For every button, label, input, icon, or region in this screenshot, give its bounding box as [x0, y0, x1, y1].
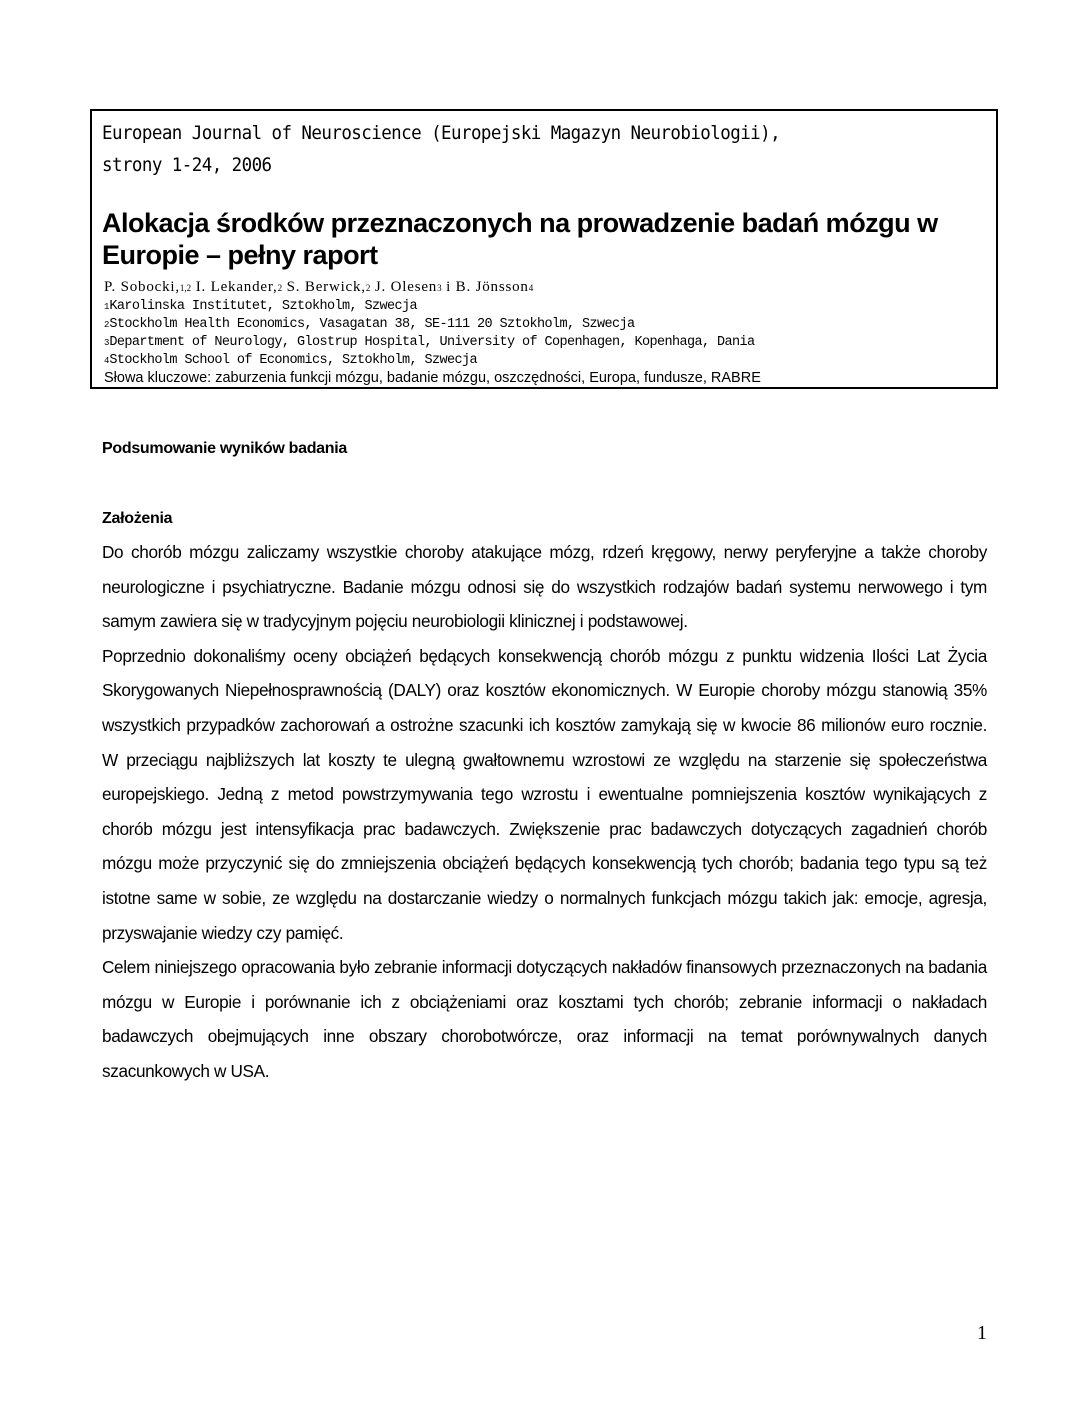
- journal-citation: [102, 117, 912, 181]
- affiliation-text: Stockholm School of Economics, Sztokholm, Szwecja: [109, 353, 477, 368]
- keywords: Słowa kluczowe: zaburzenia funkcji mózgu, badanie mózgu, oszczędności, Europa, fundusze, RABRE: [104, 370, 761, 386]
- author-name: I. Lekander,: [191, 279, 278, 295]
- author-affiliation-mark: 4: [528, 283, 534, 293]
- affiliation-4: [104, 352, 477, 370]
- page-number: 1: [977, 1322, 987, 1344]
- author-list: [104, 278, 533, 297]
- author-name: i B. Jönsson: [441, 279, 529, 295]
- affiliation-number: 4: [104, 356, 110, 366]
- article-title: Alokacja środków przeznaczonych na prowadzenie badań mózgu w Europie – pełny raport: [102, 208, 938, 270]
- author-affiliation-mark: 3: [437, 283, 442, 293]
- journal-citation-line-2: strony 1-24, 2006: [102, 154, 272, 176]
- paragraph: Do chorób mózgu zaliczamy wszystkie choroby atakujące mózg, rdzeń kręgowy, nerwy peryferyjne a także choroby neurologiczne i psychiatryczne. Badanie mózgu odnosi się do wszystkich rodzajów badań systemu nerwowego i tym samym zawiera się w tradycyjnym pojęciu neurobiologii klinicznej i podstawowej.: [102, 542, 987, 632]
- affiliation-text: Department of Neurology, Glostrup Hospital, University of Copenhagen, Kopenhaga, Dania: [109, 335, 755, 350]
- article-header-box: [90, 109, 998, 389]
- section-heading-summary: Podsumowanie wyników badania: [102, 440, 347, 457]
- affiliation-3: [104, 334, 755, 352]
- affiliation-1: [104, 298, 417, 316]
- author-name: S. Berwick,: [282, 279, 366, 295]
- author-affiliation-mark: 2: [277, 283, 283, 293]
- affiliation-number: 1: [104, 302, 110, 312]
- body-text: [102, 535, 987, 1089]
- author-name: P. Sobocki,: [104, 279, 180, 295]
- paragraph: Poprzednio dokonaliśmy oceny obciążeń będących konsekwencją chorób mózgu z punktu widzenia Ilości Lat Życia Skorygowanych Niepełnosprawnością (DALY) oraz kosztów ekonomicznych. W Europie choroby mózgu stanowią 35% wszystkich przypadków zachorowań a ostrożne szacunki ich kosztów zamykają się w kwocie 86 milionów euro rocznie. W przeciągu najbliższych lat koszty te ulegną gwałtownemu wzrostowi ze względu na starzenie się społeczeństwa europejskiego. Jedną z metod powstrzymywania tego wzrostu i ewentualne pomniejszenia kosztów wynikających z chorób mózgu jest intensyfikacja prac badawczych. Zwiększenie prac badawczych dotyczących zagadnień chorób mózgu może przyczynić się do zmniejszenia obciążeń będących konsekwencją tych chorób; badania tego typu są też istotne same w sobie, ze względu na dostarczanie wiedzy o normalnych funkcjach mózgu takich jak: emocje, agresja, przyswajanie wiedzy czy pamięć.: [102, 645, 987, 943]
- affiliation-number: 3: [104, 338, 110, 348]
- author-name: J. Olesen: [370, 279, 438, 295]
- author-affiliation-mark: 1,2: [179, 283, 192, 293]
- affiliation-text: Karolinska Institutet, Sztokholm, Szwecja: [109, 299, 417, 314]
- author-affiliation-mark: 2: [365, 283, 371, 293]
- paragraph: Celem niniejszego opracowania było zebranie informacji dotyczących nakładów finansowych przeznaczonych na badania mózgu w Europie i porównanie ich z obciążeniami oraz kosztami tych chorób; zebranie informacji o nakładach badawczych obejmujących inne obszary chorobotwórcze, oraz informacji na temat porównywalnych danych szacunkowych w USA.: [102, 957, 987, 1081]
- section-heading-assumptions: Założenia: [102, 510, 173, 527]
- journal-citation-line-1: European Journal of Neuroscience (Europejski Magazyn Neurobiologii),: [102, 122, 781, 144]
- affiliation-text: Stockholm Health Economics, Vasagatan 38, SE-111 20 Sztokholm, Szwecja: [109, 317, 635, 332]
- affiliation-2: [104, 316, 635, 334]
- affiliation-number: 2: [104, 320, 110, 330]
